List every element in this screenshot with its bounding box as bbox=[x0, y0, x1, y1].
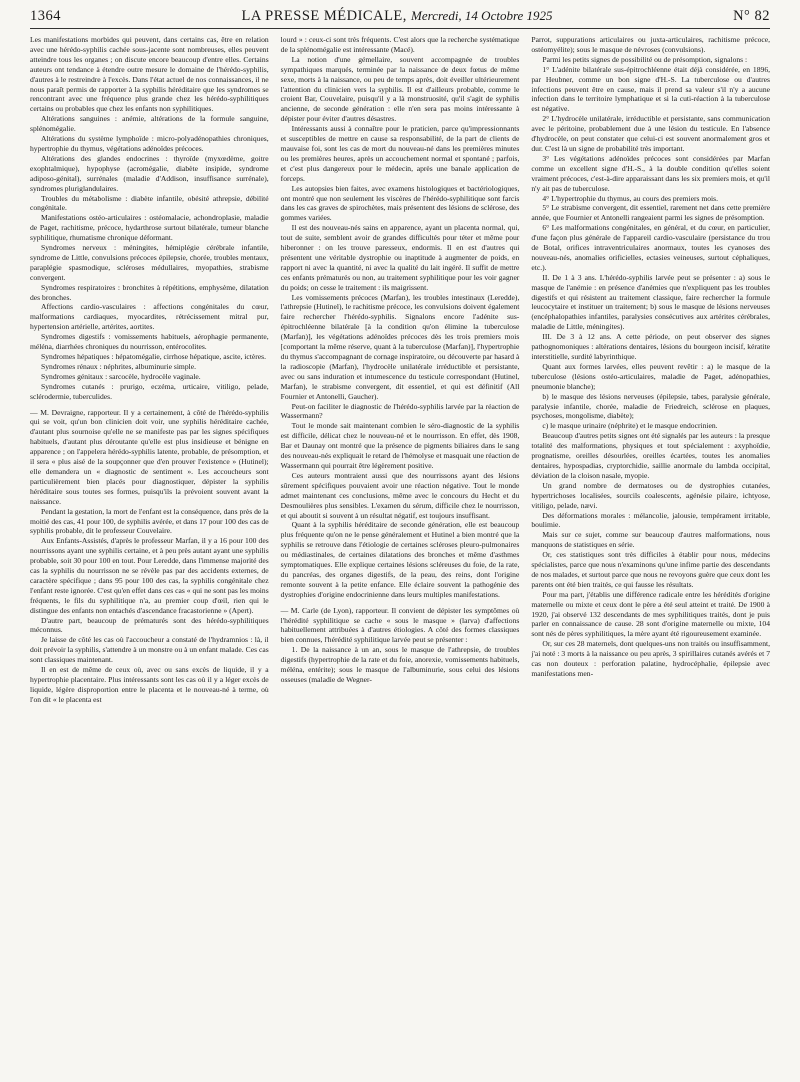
paragraph: — M. Carle (de Lyon), rapporteur. Il convient de dépister les symptômes où l'hérédité syphilitique se cache « sous le masque » (larva) d'affections habituellement attribuées à d'autres étiologies. A côté des formes classiques bien connues, l'hérédité syphilitique larvée peut se présenter : bbox=[280, 605, 520, 645]
article-columns bbox=[30, 35, 770, 1070]
paragraph: Or, ces statistiques sont très difficiles à établir pour nous, médecins spécialistes, parce que nous n'examinons qu'une infime partie des descendants de nos malades, et surtout parce que nous ne revoyons guère que ceux dont les parents ont été bien traités, ce qui fausse les résultats. bbox=[531, 550, 770, 589]
paragraph: Syndromes génitaux : sarcocèle, hydrocèle vaginale. bbox=[41, 371, 201, 381]
paragraph: Altérations du système lymphoïde : micro-polyadénopathies chroniques, hypertrophie du thymus, végétations adénoïdes précoces. bbox=[30, 134, 269, 153]
paragraph: Manifestations ostéo-articulaires : ostéomalacie, achondroplasie, maladie de Paget, rachitisme, précoce, hydarthrose surtout bilatérale, tumeur blanche syphilitique, rhumatisme chronique déformant. bbox=[30, 213, 269, 243]
paragraph: 4° L'hypertrophie du thymus, au cours des premiers mois. bbox=[542, 193, 718, 203]
paragraph: II. De 1 à 3 ans. L'hérédo-syphilis larvée peut se présenter : a) sous le masque de l'anémie : en présence d'anémies que n'expliquent pas les troubles digestifs et qui résistent au traitement classique, faire rechercher la formule leucocytaire et instituer un traitement; b) sous le masque de lésions nerveuses (encéphalopathies infantiles, paralysies consécutives aux artérites cérébrales, maladie de Little, méningites). bbox=[531, 272, 770, 332]
text-column-left bbox=[30, 35, 269, 1070]
text-column-middle bbox=[281, 35, 520, 1070]
paragraph: Syndromes respiratoires : bronchites à répétitions, emphysème, dilatation des bronches. bbox=[30, 282, 269, 302]
issue-date: Mercredi, 14 Octobre 1925 bbox=[411, 8, 553, 23]
paragraph: Syndromes digestifs : vomissements habituels, aérophagie permanente, méléna, diarrhées chroniques du nourrisson, entérocolites. bbox=[30, 332, 269, 352]
paragraph: lourd » : ceux-ci sont très fréquents. C'est alors que la recherche systématique de la splénomégalie est intéressante (Macé). bbox=[280, 35, 520, 54]
paragraph: Tout le monde sait maintenant combien le séro-diagnostic de la syphilis est difficile, délicat chez le nouveau-né et le nourrisson. En effet, dès 1908, Bar et Daunay ont montré que la présence de pigments biliaires dans le sang des nouveau-nés expliquait le retard de l'hémolyse et masquait une réaction de Wassermann qui pourrait être légèrement positive. bbox=[280, 421, 520, 470]
paragraph: Altérations des glandes endocrines : thyroïde (myxœdème, goitre exophtalmique), hypophyse (acromégalie, diabète insipide, syndrome adiposo-génital), surrénales (maladie d'Addison, insuffisance surrénale), syndromes pluriglandulaires. bbox=[30, 153, 269, 193]
page-number: 1364 bbox=[30, 8, 61, 24]
paragraph: Parrot, suppurations articulaires ou juxta-articulaires, rachitisme précoce, ostéomyélite); sous le masque de névroses (convulsions). bbox=[531, 35, 770, 54]
paragraph: — M. Devraigne, rapporteur. Il y a certainement, à côté de l'hérédo-syphilis qui se voit, qu'un bon clinicien doit voir, une syphilis héréditaire cachée, d'autant plus sournoise qu'elle ne se manifeste pas par les signes spécifiques habituels, d'autant plus déroutante qu'elle est plus insidieuse et bénigne en apparence ; on l'appelera hérédo-syphilis latente, probable, de présomption, et il sera « plus aisé de la soupçonner que d'en prouver l'existence » (Hutinel); elle demandera un « diagnostic de sentiment ». Les accoucheurs sont particulièrement bien placés pour diagnostiquer, dépister la syphilis héréditaire sous toutes ses formes, puisqu'ils la prévoient souvent avant la naissance. bbox=[30, 407, 269, 506]
paragraph: 2° L'hydrocèle unilatérale, irréductible et persistante, sans communication avec le péritoine, probablement due à une lésion du testicule. En l'absence d'hydrocèle, on peut constater que celui-ci est souvent anormalement gros et dur. C'est là un signe de probabilité très important. bbox=[531, 114, 770, 153]
paragraph: III. De 3 à 12 ans. A cette période, on peut observer des signes pathognomoniques : altérations dentaires, lésions du bourgeon incisif, kératite interstitielle, surdité labyrinthique. bbox=[531, 332, 770, 361]
text-column-right bbox=[531, 35, 770, 1070]
paragraph: Affections cardio-vasculaires : affections congénitales du cœur, malformations cardiaques, myocardites, rétrécissement mitral pur, hypertension artérielle, artérites, aortites. bbox=[30, 302, 269, 332]
paragraph: Les autopsies bien faites, avec examens histologiques et bactériologiques, ont montré que non seulement les viscères de l'hérédo-syphilitique sont farcis dans les cas graves de spirochètes, mais présentent des lésions de sclérose, des gommes variées. bbox=[280, 183, 520, 223]
paragraph: 3° Les végétations adénoïdes précoces sont considérées par Marfan comme un excellent signe d'H.-S., à la double condition qu'elles soient vraiment précoces, c'est-à-dire apparaissant dans les six premiers mois, et qu'il n'y ait pas de tuberculose. bbox=[531, 153, 770, 193]
paragraph: Des déformations morales : mélancolie, jalousie, tempérament irritable, boulimie. bbox=[531, 510, 770, 530]
paragraph: Troubles du métabolisme : diabète infantile, obésité athrepsie, débilité congénitale. bbox=[30, 193, 269, 213]
page-header bbox=[30, 8, 770, 29]
paragraph: Quant à la syphilis héréditaire de seconde génération, elle est beaucoup plus fréquente qu'on ne le pense généralement et Hutinel a bien montré que la syphilis se retrouve dans l'étiologie de certaines scléroses pleuro-pulmonaires ou médiastinales, de certaines dilatations des bronches et même d'asthmes symptomatiques. Elle explique certaines lésions scléreuses du foie, de la rate, du pancréas, des organes digestifs, de la peau, des reins, dont l'origine remonte souvent à la petite enfance. Elle éclaire souvent la pathogénie des dystrophies d'origine endocrinienne dans leurs multiples manifestations. bbox=[280, 520, 520, 599]
paragraph: Aux Enfants-Assistés, d'après le professeur Marfan, il y a 16 pour 100 des nourrissons ayant une syphilis certaine, et à peu près autant ayant une syphilis probable, soit 30 pour 100 en tout. Pour Leredde, dans l'immense majorité des cas la syphilis du nourrisson ne se révèle pas par des accidents externes, de caractère spécifique ; dans 95 pour 100 des cas, la syphilis congénitale chez l'enfant reste ignorée. C'est qu'en effet dans ces cas « qui ne sont pas les moins fréquents, le fils du syphilitique n'a, au premier coup d'œil, rien qui le distingue des enfants non entachés d'ascendance fracastorienne » (Apert). bbox=[30, 536, 269, 615]
paragraph: 1. De la naissance à un an, sous le masque de l'athrepsie, de troubles digestifs (hypertrophie de la rate et du foie, anorexie, vomissements habituels, méléna, entérite); sous le masque de l'albuminurie, sous celui des lésions osseuses (maladie de Wegner- bbox=[280, 645, 520, 684]
paragraph: Syndromes nerveux : méningites, hémiplégie cérébrale infantile, syndrome de Little, convulsions précoces épilepsie, chorée, troubles mentaux, paraplégie spasmodique, scléroses médullaires, myopathies, strabisme convergent. bbox=[30, 243, 269, 282]
paragraph: Ces auteurs montraient aussi que des nourrissons ayant des lésions sûrement spécifiques pouvaient avoir une réaction négative. Tout le monde admet maintenant ces conclusions, même avec le concours du Hecht et du Desmoulières plus sensibles. L'examen du sérum, difficile chez le nourrisson, et qui aboutit si souvent à un résultat négatif, est toujours insuffisant. bbox=[280, 470, 520, 520]
journal-masthead bbox=[242, 8, 553, 25]
paragraph: Or, sur ces 28 maternels, dont quelques-uns non traités ou insuffisamment, j'ai noté : 3 morts à la naissance ou peu après, 3 spirillaires cutanés avérés et 7 cas non douteux : perforation palatine, hydrocéphalie, épilepsie avec manifestations men- bbox=[531, 639, 770, 678]
paragraph: D'autre part, beaucoup de prématurés sont des hérédo-syphilitiques méconnus. bbox=[30, 615, 269, 635]
paragraph: c) le masque urinaire (néphrite) et le masque endocrinien. bbox=[542, 421, 718, 431]
paragraph: Je laisse de côté les cas où l'accoucheur a constaté de l'hydramnios : là, il doit prévoir la syphilis, s'attendre à un monstre ou à un enfant malade. Ces cas sont classiques maintenant. bbox=[30, 635, 269, 665]
paragraph: Un grand nombre de dermatoses ou de dystrophies cutanées, hypertrichoses localisées, sourcils coalescents, agénésie pilaire, ichtyose, vitiligo, pelade, nævi. bbox=[531, 480, 770, 510]
paragraph: 5° Le strabisme convergent, dit essentiel, rarement net dans cette première année, que Fournier et Antonelli rangeaient parmi les signes de présomption. bbox=[531, 203, 770, 223]
paragraph: Mais sur ce sujet, comme sur beaucoup d'autres malformations, nous manquons de statistiques en série. bbox=[531, 530, 770, 550]
paragraph: Syndromes cutanés : prurigo, eczéma, urticaire, vitiligo, pelade, sclérodermie, tuberculides. bbox=[30, 381, 269, 401]
paragraph: Peut-on faciliter le diagnostic de l'hérédo-syphilis larvée par la réaction de Wassermann? bbox=[280, 401, 520, 421]
paragraph: Quant aux formes larvées, elles peuvent revêtir : a) le masque de la tuberculose (lésions ostéo-articulaires, maladie de Paget, adénopathies, pneumonie blanche); bbox=[531, 361, 770, 391]
paragraph: Il est des nouveau-nés sains en apparence, ayant un placenta normal, qui, tout de suite, semblent avoir de grandes difficultés pour téter et même pour hiberonner : on les trouve paresseux, endormis. Il en est d'autres qui présentent une véritable dystrophie ou inaptitude à augmenter de poids, en rapport ni avec la quantité, ni avec la qualité du lait ingéré. Il suffit de mettre ces enfants prématurés ou non, au traitement syphilitique pour les voir gagner du poids; on cesse le traitement : ils maigrissent. bbox=[280, 223, 520, 292]
paragraph: Il en est de même de ceux où, avec ou sans excès de liquide, il y a hypertrophie placentaire. Plus intéressants sont les cas où il y a léger excès de liquide, légère disproportion entre le placenta et le nouveau-né à terme, où l'on dit « le placenta est bbox=[30, 665, 269, 704]
paragraph: Pendant la gestation, la mort de l'enfant est la conséquence, dans près de la moitié des cas, 41 pour 100, de syphilis avérée, et dans 17 pour 100 des cas de syphilis probable, dit le professeur Couvelaire. bbox=[30, 506, 269, 536]
paragraph: Syndromes hépatiques : hépatomégalie, cirrhose hépatique, ascite, ictères. bbox=[41, 352, 266, 361]
paragraph: Beaucoup d'autres petits signes ont été signalés par les auteurs : la presque totalité des malformations, physiques et tout spécialement : axyphoïdie, prognatisme, oreilles désourlées, oreilles écartées, toutes les anomalies dentaires, hypospadias, cryptorchidie, saillie anormale du lambda occipital, déviation de la cloison nasale, myopie. bbox=[531, 431, 770, 480]
paragraph: Syndromes rénaux : néphrites, albuminurie simple. bbox=[41, 361, 197, 371]
paragraph: 6° Les malformations congénitales, en général, et du cœur, en particulier, d'une façon plus générale de l'appareil cardio-vasculaire (persistance du trou de Botal, orifices intraventriculaires anormaux, toutes les cyanoses des nouveau-nés, anomalies orificielles, ectasies veineuses, surtout céphaliques, etc.). bbox=[531, 223, 770, 272]
paragraph: Altérations sanguines : anémie, altérations de la formule sanguine, splénomégalie. bbox=[30, 114, 269, 134]
paragraph: Parmi les petits signes de possibilité ou de présomption, signalons : bbox=[542, 54, 748, 64]
paragraph: Intéressants aussi à connaître pour le praticien, parce qu'impressionnants et susceptibles de mettre en cause sa responsabilité, de la part de clients de mauvaise foi, sont les cas de mort du nouveau-né dans les premières minutes ou les premières heures, après un accouchement normal et spontané ; parfois, et c'est plus dangereux pour le médecin, après une banale application de forceps. bbox=[280, 124, 520, 183]
paragraph: b) le masque des lésions nerveuses (épilepsie, tabes, paralysie générale, paralysie infantile, chorée, maladie de Friedreich, sclérose en plaques, psychoses, mongolisme, diabète); bbox=[531, 391, 770, 421]
paragraph: Pour ma part, j'établis une différence radicale entre les hérédités d'origine maternelle ou mixte et ceux dont le père a été seul atteint et traité. De 1900 à 1920, j'ai observé 132 descendants de mes syphilitiques traités, dont je puis parler en connaissance de cause. 28 sont d'origine maternelle ou mixte, 104 sont nés de pères syphilitiques, la mère ayant été rigoureusement examinée. bbox=[531, 589, 770, 639]
paragraph: La notion d'une gémellaire, souvent accompagnée de troubles sympathiques marqués, terminée par la naissance de deux fœtus de même sexe, morts à la naissance, ou peu de temps après, doit éveiller ultérieurement l'attention du clinicien vers la syphilis. Il est d'ailleurs probable, comme le croient Bar, Couvelaire, puisqu'il y a là monstruosité, qu'il s'agit de syphilis ancienne, de seconde génération : elle n'en sera pas moins intéressante à dépister pour éviter d'autres désastres. bbox=[280, 54, 520, 124]
paragraph: Les vomissements précoces (Marfan), les troubles intestinaux (Leredde), l'athrepsie (Hutinel), le rachitisme précoce, les convulsions doivent également faire rechercher l'hérédo-syphilis. Signalons encore l'adénite sus-épitrochléenne bilatérale [à la condition qu'on élimine la tuberculose (Marfan)], les végétations adénoïdes précoces dès les trois premiers mois [comportant la même réserve, quant à la tuberculose (Marfan)], l'hypertrophie du thymus s'accompagnant de cornage inspiratoire, ou découverte par hasard à la radioscopie (Marfan), l'hydrocèle unilatérale irréductible et persistante, avec ou sans induration et intumescence du testicule correspondant (Hutinel, Marfan), le strabisme convergent, dit essentiel, et qui est définitif (All Fournier et Antonelli, Gaucher). bbox=[280, 292, 520, 401]
paragraph: 1° L'adénite bilatérale sus-épitrochléenne était déjà considérée, en 1896, par Heubner, comme un bon signe d'H.-S. La tuberculose ou d'autres infections peuvent être en cause, mais il prend sa valeur s'il n'y a aucune infection dans le territoire lymphatique et si la cuti-réaction à la tuberculose est négative. bbox=[531, 64, 770, 114]
issue-number: N° 82 bbox=[733, 8, 770, 24]
paragraph: Les manifestations morbides qui peuvent, dans certains cas, être en relation avec une hérédo-syphilis cachée sous-jacente sont nombreuses, elles peuvent atteindre tous les organes ; on discute encore beaucoup d'entre elles. Certains auteurs ont tendance à étendre outre mesure le domaine de l'hérédo-syphilis, d'autres à le restreindre à l'excès. Dans l'état actuel de nos connaissances, il ne nous paraît permis de rapporter à la syphilis héréditaire que les syndromes se rencontrant avec une fréquence plus grande chez les hérédo-syphilitiques certains ou probables que chez les enfants non syphilitiques. bbox=[30, 35, 269, 114]
journal-title: LA PRESSE MÉDICALE, bbox=[241, 8, 407, 24]
